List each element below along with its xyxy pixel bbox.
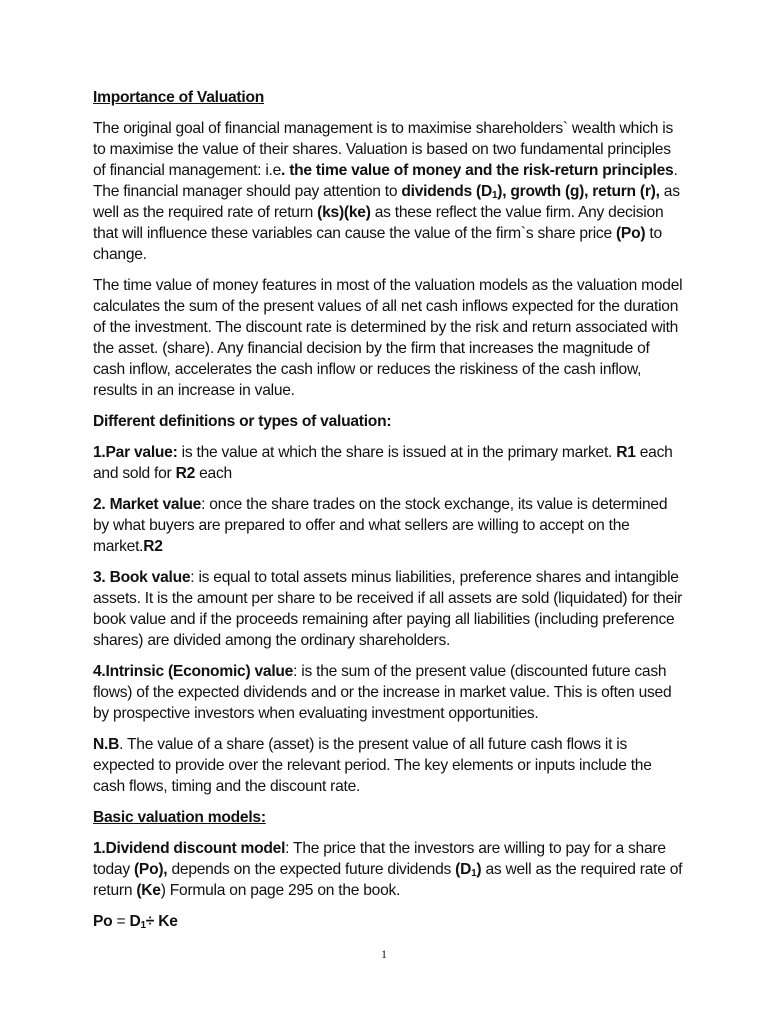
bold-dividends: dividends $(D_1)$, growth (g), return (r), bbox=[401, 183, 660, 201]
note-nb: N.B. The value of a share (asset) is the present value of all future cash flows it is expected to provide over the relevant period. The key elements or inputs include the cash flows, timing and the discount rate. bbox=[93, 736, 652, 795]
term: 2. Market value bbox=[93, 496, 202, 513]
page-number: 1 bbox=[381, 947, 387, 961]
term: N.B bbox=[93, 736, 120, 753]
term: 1.Dividend discount model bbox=[93, 840, 286, 857]
heading-basic-valuation-models: Basic valuation models: bbox=[93, 809, 266, 826]
text: as well as the required rate of return bbox=[93, 183, 680, 221]
bold-ks-ke: (ks)(ke) bbox=[317, 204, 371, 221]
definition-market-value: 2. Market value: once the share trades on the stock exchange, its value is determined by what buyers are prepared to offer and what sellers are willing to accept on the market.R2 bbox=[93, 496, 668, 555]
formula-po: $Po = D_1\div Ke$ bbox=[93, 913, 178, 931]
heading-importance-of-valuation: Importance of Valuation bbox=[93, 89, 265, 106]
term: 1.Par value: bbox=[93, 444, 178, 461]
paragraph-time-value: The time value of money features in most of the valuation models as the valuation model calculates the sum of the present values of all net cash inflows expected for the duration of the investment. The discount rate is determined by the risk and return associated with the asset. (share). Any financial decision by the firm that increases the magnitude of cash inflow, accelerates the cash inflow or reduces the riskiness of the cash inflow, results in an increase in value. bbox=[93, 277, 683, 399]
bold-po: (Po) bbox=[615, 225, 646, 242]
term: 3. Book value bbox=[93, 569, 191, 586]
model-dividend-discount: 1.Dividend discount model: The price that the investors are willing to pay for a share today (Po), depends on the expected future dividends $(D_1)$ as well as the required rate of return (Ke) Formula on page 295 on the book. bbox=[93, 840, 683, 899]
definition-intrinsic-value: 4.Intrinsic (Economic) value: is the sum of the present value (discounted future cash flows) of the expected dividends and or the increase in market value. This is often used by prospective investors when evaluating investment opportunities. bbox=[93, 663, 672, 722]
document-page bbox=[93, 87, 683, 942]
term: 4.Intrinsic (Economic) value bbox=[93, 663, 294, 680]
text: The original goal of financial management is to maximise shareholders` wealth which is to maximise the value of their shares. Valuation is based on two fundamental principles of financial management: i.e bbox=[93, 120, 674, 179]
definition-par-value: 1.Par value: is the value at which the share is issued at in the primary market. R1 each and sold for R2 each bbox=[93, 444, 673, 482]
text: as these reflect the value firm. Any decision that will influence these variables can cause the value of the firm`s share price bbox=[93, 204, 664, 242]
definition-book-value: 3. Book value: is equal to total assets minus liabilities, preference shares and intangible assets. It is the amount per share to be received if all assets are sold (liquidated) for their book value and if the proceeds remaining after paying all liabilities (including preference shares) are divided among the ordinary shareholders. bbox=[93, 569, 683, 649]
text: to change. bbox=[93, 225, 662, 263]
text: . The financial manager should pay attention to bbox=[93, 162, 678, 200]
bold-text: . the time value of money and the risk-return principles bbox=[281, 162, 674, 179]
paragraph-original-goal bbox=[93, 118, 683, 265]
heading-different-definitions: Different definitions or types of valuation: bbox=[93, 413, 392, 430]
